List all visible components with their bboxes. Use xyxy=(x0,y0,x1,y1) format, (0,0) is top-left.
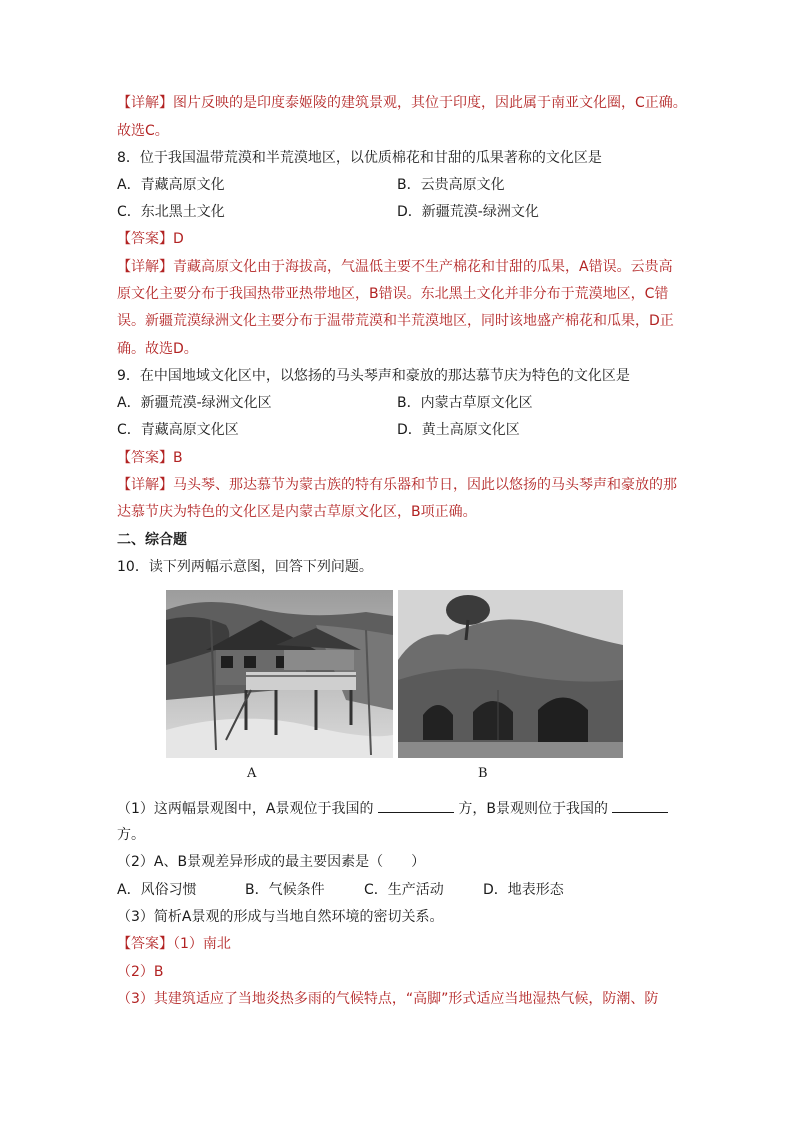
explanation-q7-line1: 【详解】图片反映的是印度泰姬陵的建筑景观，其位于印度，因此属于南亚文化圈，C正确。 xyxy=(117,95,687,111)
photo-b-cave-dwelling xyxy=(398,590,623,758)
q9-option-d: D．黄土高原文化区 xyxy=(397,422,520,438)
q10-option-c: C．生产活动 xyxy=(364,882,444,898)
q8-option-c: C．东北黑土文化 xyxy=(117,204,225,220)
q9-explanation-line1: 【详解】马头琴、那达慕节为蒙古族的特有乐器和节日，因此以悠扬的马头琴声和豪放的那 xyxy=(117,477,677,493)
q8-option-b: B．云贵高原文化 xyxy=(397,177,505,193)
q8-option-d: D．新疆荒漠-绿洲文化 xyxy=(397,204,539,220)
q10-answer-3: （3）其建筑适应了当地炎热多雨的气候特点，“高脚”形式适应当地湿热气候，防潮、防 xyxy=(117,991,659,1007)
q10-sub1-part1: （1）这两幅景观图中，A景观位于我国的 xyxy=(117,801,374,817)
q10-answer-line1 xyxy=(117,934,231,954)
q9-option-a: A．新疆荒漠-绿洲文化区 xyxy=(117,395,272,411)
answer-blank-2 xyxy=(612,798,668,813)
question-8-stem: 8．位于我国温带荒漠和半荒漠地区，以优质棉花和甘甜的瓜果著称的文化区是 xyxy=(117,150,602,166)
q8-explanation-line4: 确。故选D。 xyxy=(117,341,198,357)
q9-option-c: C．青藏高原文化区 xyxy=(117,422,239,438)
q10-option-a: A．风俗习惯 xyxy=(117,882,197,898)
q10-answer-label: 【答案】 xyxy=(117,936,173,952)
q10-sub1-end: 方。 xyxy=(117,827,145,843)
q10-option-d: D．地表形态 xyxy=(483,882,564,898)
question-9-stem: 9．在中国地域文化区中，以悠扬的马头琴声和豪放的那达慕节庆为特色的文化区是 xyxy=(117,368,630,384)
q10-sub3: （3）简析A景观的形成与当地自然环境的密切关系。 xyxy=(117,909,444,925)
photo-a-stilt-house xyxy=(166,590,393,758)
photo-b-caption: B xyxy=(478,766,488,781)
q8-explanation-line1: 【详解】青藏高原文化由于海拔高，气温低主要不生产棉花和甘甜的瓜果，A错误。云贵高 xyxy=(117,259,673,275)
q10-answer-2: （2）B xyxy=(117,964,164,980)
q10-sub2: （2）A、B景观差异形成的最主要因素是（ ） xyxy=(117,854,426,870)
q8-option-a: A．青藏高原文化 xyxy=(117,177,225,193)
q9-answer: 【答案】B xyxy=(117,450,183,466)
q9-option-b: B．内蒙古草原文化区 xyxy=(397,395,533,411)
q8-explanation-line2: 原文化主要分布于我国热带亚热带地区，B错误。东北黑土文化并非分布于荒漠地区，C错 xyxy=(117,286,669,302)
explanation-q7-line2: 故选C。 xyxy=(117,123,169,139)
photo-a-caption: A xyxy=(247,766,257,781)
q9-explanation-line2: 达慕节庆为特色的文化区是内蒙古草原文化区，B项正确。 xyxy=(117,504,477,520)
q8-answer: 【答案】D xyxy=(117,231,184,247)
answer-blank-1 xyxy=(378,798,454,813)
q8-explanation-line3: 误。新疆荒漠绿洲文化主要分布于温带荒漠和半荒漠地区，同时该地盛产棉花和瓜果，D正 xyxy=(117,313,674,329)
q10-sub1-part2: 方，B景观则位于我国的 xyxy=(458,801,608,817)
q10-answer-1: （1）南北 xyxy=(173,936,231,952)
q10-option-b: B．气候条件 xyxy=(245,882,325,898)
q10-sub1 xyxy=(117,798,668,819)
section-heading: 二、综合题 xyxy=(117,532,187,548)
question-10-stem: 10．读下列两幅示意图，回答下列问题。 xyxy=(117,559,373,575)
